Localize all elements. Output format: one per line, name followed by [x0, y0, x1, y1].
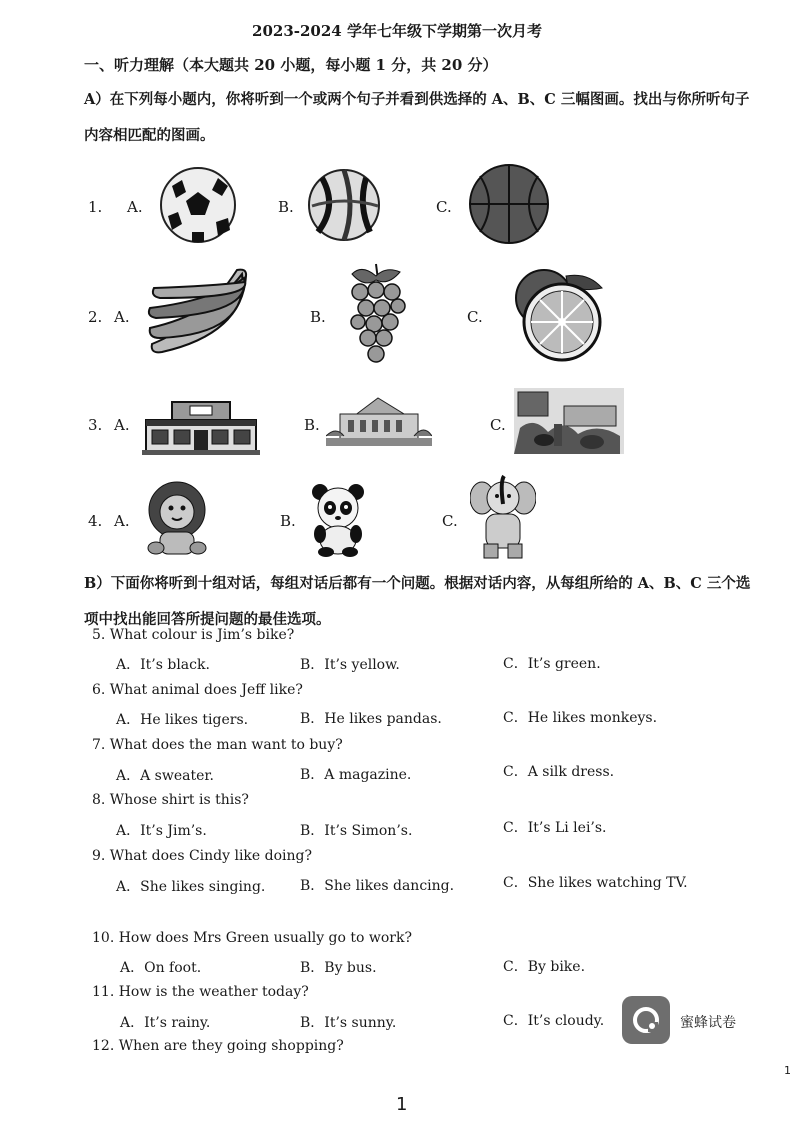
option-b[interactable]: B．A magazine. [300, 767, 412, 783]
option-label: A. [114, 308, 130, 326]
option-a[interactable]: A．He likes tigers. [116, 712, 249, 728]
page-number: 1 [396, 1094, 408, 1115]
option-label: B. [280, 512, 296, 530]
item-number: 2. [88, 308, 103, 326]
part-b-instruction: B）下面你将听到十组对话，每组对话后都有一个问题。根据对话内容，从每组所给的 A、B、C 三个选项中找出能回答所提问题的最佳选项。 [84, 575, 751, 628]
option-a[interactable]: A．She likes singing. [116, 879, 266, 895]
option-label: A. [114, 512, 130, 530]
side-page-mark: 1 [784, 1064, 791, 1077]
question-12: 12. When are they going shopping? [92, 1038, 344, 1054]
item-number: 1. [88, 198, 103, 216]
supermarket-image[interactable] [142, 396, 260, 456]
option-a[interactable]: A．On foot. [120, 960, 202, 976]
option-a[interactable]: A．It’s Jim’s. [116, 823, 207, 839]
option-label: C. [490, 416, 506, 434]
option-b[interactable]: B．It’s Simon’s. [300, 823, 413, 839]
option-b[interactable]: B．He likes pandas. [300, 711, 442, 727]
part-a-instruction: A）在下列每小题内，你将听到一个或两个句子并看到供选择的 A、B、C 三幅图画。找出与你所听句子内容相匹配的图画。 [84, 91, 750, 144]
option-b[interactable]: B．By bus. [300, 960, 377, 976]
option-a[interactable]: A．It’s rainy. [120, 1015, 211, 1031]
option-label: C. [436, 198, 452, 216]
question-7: 7. What does the man want to buy? [92, 737, 343, 753]
option-c[interactable]: C．A silk dress. [503, 764, 615, 780]
option-c[interactable]: C．It’s cloudy. [503, 1013, 605, 1029]
option-c[interactable]: C．It’s Li lei’s. [503, 820, 607, 836]
question-11: 11. How is the weather today? [92, 984, 309, 1000]
soccer-ball-image[interactable] [158, 166, 238, 244]
option-c[interactable]: C．She likes watching TV. [503, 875, 688, 891]
question-8: 8. Whose shirt is this? [92, 792, 249, 808]
orange-image[interactable] [506, 268, 608, 362]
option-b[interactable]: B．It’s sunny. [300, 1015, 397, 1031]
option-b[interactable]: B．It’s yellow. [300, 657, 400, 673]
section-heading: 一、听力理解（本大题共 20 小题，每小题 1 分，共 20 分） [84, 56, 498, 74]
page-title: 2023-2024 学年七年级下学期第一次月考 [252, 22, 542, 40]
museum-image[interactable] [326, 392, 432, 448]
item-number: 3. [88, 416, 103, 434]
option-label: A. [127, 198, 143, 216]
question-10: 10. How does Mrs Green usually go to work? [92, 930, 412, 946]
option-b[interactable]: B．She likes dancing. [300, 878, 455, 894]
option-label: B. [310, 308, 326, 326]
bee-logo-icon [630, 1004, 662, 1036]
option-c[interactable]: C．By bike. [503, 959, 586, 975]
question-6: 6. What animal does Jeff like? [92, 682, 303, 698]
option-label: C. [442, 512, 458, 530]
volleyball-image[interactable] [308, 166, 380, 244]
watermark-text: 蜜蜂试卷 [680, 1015, 736, 1031]
option-label: C. [467, 308, 483, 326]
zoo-image[interactable] [514, 388, 624, 454]
option-c[interactable]: C．It’s green. [503, 656, 601, 672]
panda-image[interactable] [308, 482, 368, 558]
lion-image[interactable] [144, 480, 210, 558]
option-label: B. [304, 416, 320, 434]
option-a[interactable]: A．A sweater. [116, 768, 214, 784]
option-c[interactable]: C．He likes monkeys. [503, 710, 658, 726]
banana-image[interactable] [142, 264, 260, 364]
option-label: B. [278, 198, 294, 216]
grapes-image[interactable] [342, 262, 412, 368]
question-5: 5. What colour is Jim’s bike? [92, 627, 295, 643]
item-number: 4. [88, 512, 103, 530]
option-a[interactable]: A．It’s black. [116, 657, 210, 673]
elephant-image[interactable] [470, 474, 536, 562]
question-9: 9. What does Cindy like doing? [92, 848, 313, 864]
option-label: A. [114, 416, 130, 434]
basketball-image[interactable] [468, 162, 550, 246]
